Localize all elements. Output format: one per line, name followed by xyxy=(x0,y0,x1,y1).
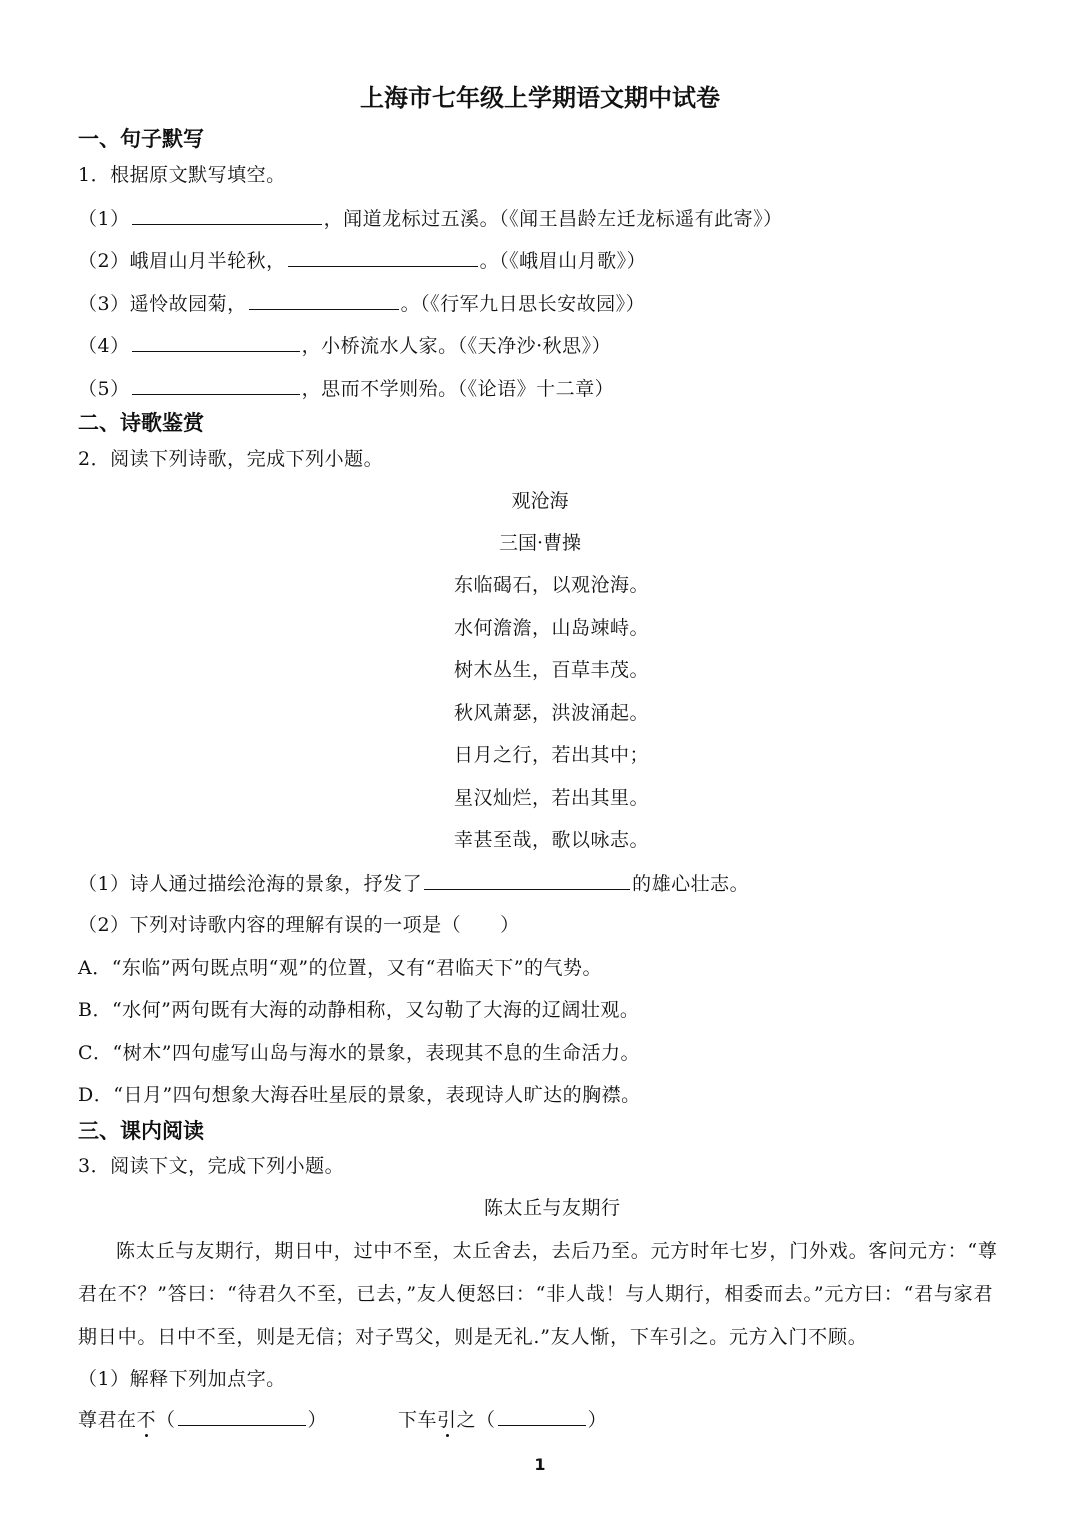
page-number: 1 xyxy=(534,1455,546,1474)
answer-blank[interactable] xyxy=(132,331,300,352)
question-2-intro: 2．阅读下列诗歌，完成下列小题。 xyxy=(78,448,384,470)
word-context: 尊君在 xyxy=(78,1409,137,1431)
poem-line: 幸甚至哉，歌以咏志。 xyxy=(454,829,650,851)
dotted-character: 引 xyxy=(437,1409,457,1431)
section-heading-2: 二、诗歌鉴赏 xyxy=(78,411,204,435)
passage-text: 陈太丘与友期行，期日中，过中不至，太丘舍去，去后乃至。元方时年七岁，门外戏。客问元方：“尊君在不？”答曰：“待君久不至，已去，”友人便怒曰：“非人哉！与人期行，相委而去。”元方曰：“君与家君期日中。日中不至，则是无信；对子骂父，则是无礼.”友人惭，下车引之。元方入门不顾。 xyxy=(78,1240,998,1348)
poem-line: 秋风萧瑟，洪波涌起。 xyxy=(454,702,650,724)
poem-line: 树木丛生，百草丰茂。 xyxy=(454,659,650,681)
dotted-character: 不 xyxy=(136,1409,157,1431)
item-number: （3） xyxy=(78,293,130,315)
close-paren: ） xyxy=(307,1409,328,1431)
section-heading-1: 一、句子默写 xyxy=(78,127,204,151)
question-3-intro: 3．阅读下文，完成下列小题。 xyxy=(78,1155,345,1177)
item-text: 。（《峨眉山月歌》） xyxy=(479,250,647,272)
answer-blank[interactable] xyxy=(132,374,300,395)
answer-blank[interactable] xyxy=(288,246,478,267)
option-c[interactable]: C．“树木”四句虚写山岛与海水的景象，表现其不息的生命活力。 xyxy=(78,1042,640,1064)
question-3-sub-1: （1）解释下列加点字。 xyxy=(78,1368,286,1390)
section-heading-3: 三、课内阅读 xyxy=(78,1119,204,1143)
open-paren: （ xyxy=(476,1409,496,1431)
word-context: 之 xyxy=(456,1409,477,1431)
item-number: （1） xyxy=(78,208,130,230)
item-number: （4） xyxy=(78,335,130,357)
item-text: ，小桥流水人家。（《天净沙·秋思》） xyxy=(301,335,612,357)
item-text: ，闻道龙标过五溪。（《闻王昌龄左迁龙标遥有此寄》） xyxy=(323,208,783,230)
poem-line: 日月之行，若出其中； xyxy=(454,744,650,766)
item-number: （5） xyxy=(78,378,130,400)
word-explain-2 xyxy=(398,1405,607,1433)
answer-blank[interactable] xyxy=(249,289,399,310)
option-a[interactable]: A．“东临”两句既点明“观”的位置，又有“君临天下”的气势。 xyxy=(78,957,603,979)
answer-blank[interactable] xyxy=(178,1405,306,1426)
fill-item-4 xyxy=(78,331,611,359)
item-text: 遥怜故园菊， xyxy=(129,293,247,315)
answer-blank[interactable] xyxy=(498,1405,586,1426)
poem-line: 水何澹澹，山岛竦峙。 xyxy=(454,617,650,639)
item-text: 峨眉山月半轮秋， xyxy=(129,250,286,272)
word-explain-1 xyxy=(78,1405,327,1433)
close-paren: ） xyxy=(587,1409,608,1431)
answer-blank[interactable] xyxy=(132,204,322,225)
item-number: （2） xyxy=(78,250,130,272)
poem-author: 三国·曹操 xyxy=(498,532,582,554)
option-d[interactable]: D．“日月”四句想象大海吞吐星辰的景象，表现诗人旷达的胸襟。 xyxy=(78,1084,641,1106)
answer-blank[interactable] xyxy=(424,869,630,890)
sub-question-text: 的雄心壮志。 xyxy=(632,873,750,895)
item-text: ，思而不学则殆。（《论语》十二章） xyxy=(301,378,615,400)
poem-line: 星汉灿烂，若出其里。 xyxy=(454,787,650,809)
fill-item-3 xyxy=(78,289,645,317)
page-title: 上海市七年级上学期语文期中试卷 xyxy=(360,84,720,112)
fill-item-2 xyxy=(78,246,646,274)
word-context: 下车 xyxy=(398,1409,438,1431)
question-1-intro: 1．根据原文默写填空。 xyxy=(78,164,286,186)
passage-title: 陈太丘与友期行 xyxy=(484,1197,621,1219)
option-b[interactable]: B．“水何”两句既有大海的动静相称，又勾勒了大海的辽阔壮观。 xyxy=(78,999,640,1021)
poem-line: 东临碣石，以观沧海。 xyxy=(454,574,650,596)
sub-question-text: （1）诗人通过描绘沧海的景象，抒发了 xyxy=(78,873,423,895)
poem-title: 观沧海 xyxy=(511,490,569,512)
item-text: 。（《行军九日思长安故园》） xyxy=(400,293,646,315)
question-2-sub-2: （2）下列对诗歌内容的理解有误的一项是（ ） xyxy=(78,914,520,936)
fill-item-5 xyxy=(78,374,614,402)
fill-item-1 xyxy=(78,204,783,232)
question-2-sub-1 xyxy=(78,869,749,897)
open-paren: （ xyxy=(156,1409,176,1431)
